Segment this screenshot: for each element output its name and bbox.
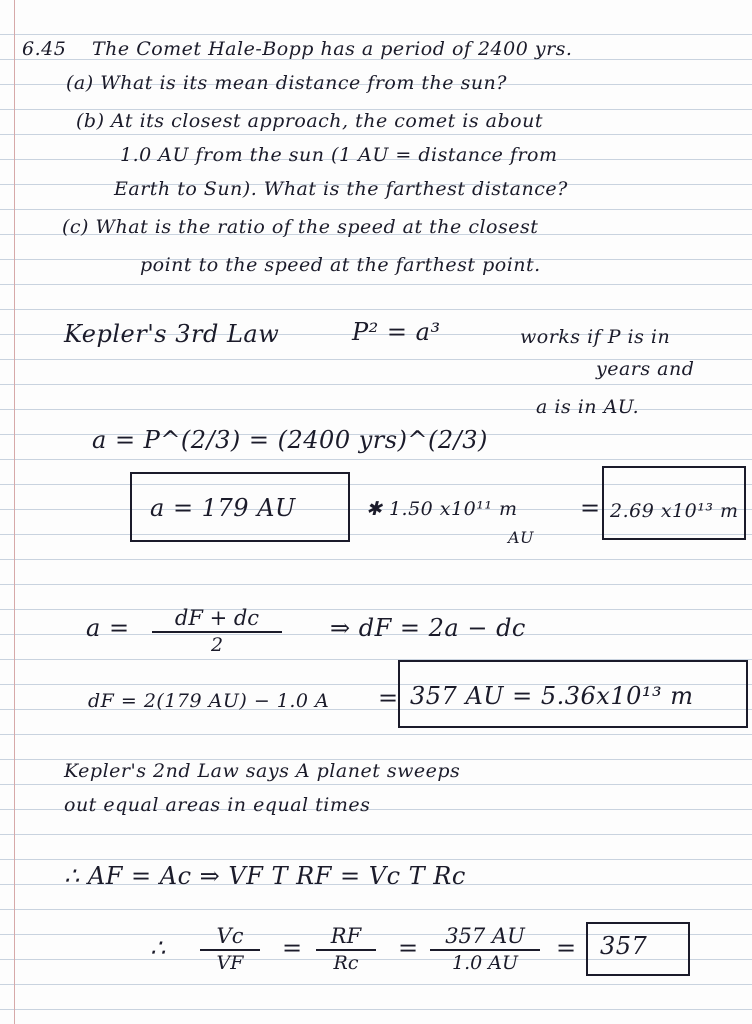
numeric-ratio-numerator: 357 AU <box>445 924 525 948</box>
kepler-note-2: years and <box>596 358 695 380</box>
kepler-2nd-law-line-2: out equal areas in equal times <box>64 794 371 816</box>
equal-areas-relation: ∴ AF = Ac ⇒ VF T RF = Vc T Rc <box>64 862 466 890</box>
mean-distance-fraction <box>152 606 282 656</box>
a-meters-value: 2.69 x10¹³ m <box>610 500 739 522</box>
distance-ratio-fraction <box>316 924 376 974</box>
fraction-denominator: 2 <box>210 634 224 656</box>
speed-ratio-denominator: VF <box>216 952 244 974</box>
ratio-equals-1: = <box>282 934 303 962</box>
therefore-symbol: ∴ <box>150 934 166 962</box>
speed-ratio-bar <box>200 949 260 951</box>
problem-part-a: (a) What is its mean distance from the sun? <box>66 72 507 94</box>
numeric-ratio-denominator: 1.0 AU <box>452 952 518 974</box>
mean-distance-eq-lhs: a = <box>86 614 130 642</box>
calc-a-equals: = <box>580 494 601 522</box>
fraction-bar <box>152 631 282 633</box>
numeric-ratio-bar <box>430 949 540 951</box>
problem-number: 6.45 <box>22 38 67 60</box>
speed-ratio-result: 357 <box>600 932 648 960</box>
farthest-distance-formula: ⇒ dF = 2a − dc <box>330 614 526 642</box>
problem-part-b-2: 1.0 AU from the sun (1 AU = distance from <box>120 144 558 166</box>
kepler-note-3: a is in AU. <box>536 396 640 418</box>
ratio-equals-2: = <box>398 934 419 962</box>
speed-ratio-numerator: Vc <box>216 924 244 948</box>
distance-ratio-numerator: RF <box>330 924 362 948</box>
problem-part-b-3: Earth to Sun). What is the farthest distance? <box>114 178 568 200</box>
problem-part-b-1: (b) At its closest approach, the comet is about <box>76 110 543 132</box>
ratio-equals-3: = <box>556 934 577 962</box>
conversion-unit-den: AU <box>508 528 535 547</box>
a-value: a = 179 AU <box>150 494 296 522</box>
distance-ratio-denominator: Rc <box>333 952 359 974</box>
kepler-3rd-law-formula: P² = a³ <box>352 318 441 346</box>
kepler-2nd-law-line-1: Kepler's 2nd Law says A planet sweeps <box>64 760 461 782</box>
kepler-note-1: works if P is in <box>520 326 671 348</box>
fraction-numerator: dF + dc <box>174 606 260 630</box>
problem-part-c-1: (c) What is the ratio of the speed at the closest <box>62 216 539 238</box>
distance-ratio-bar <box>316 949 376 951</box>
farthest-equals: = <box>378 684 399 712</box>
farthest-distance-value: 357 AU = 5.36x10¹³ m <box>410 682 694 710</box>
numeric-ratio-fraction <box>430 924 540 974</box>
problem-part-c-2: point to the speed at the farthest point. <box>140 254 541 276</box>
problem-line-1: The Comet Hale-Bopp has a period of 2400 yrs. <box>92 38 573 60</box>
speed-ratio-fraction <box>200 924 260 974</box>
conversion-factor: ✱ 1.50 x10¹¹ m <box>366 498 518 520</box>
farthest-distance-calc: dF = 2(179 AU) − 1.0 A <box>88 690 330 712</box>
kepler-3rd-law-label: Kepler's 3rd Law <box>64 320 280 348</box>
calc-a-expression: a = P^(2/3) = (2400 yrs)^(2/3) <box>92 426 488 454</box>
margin-line <box>14 0 15 1024</box>
